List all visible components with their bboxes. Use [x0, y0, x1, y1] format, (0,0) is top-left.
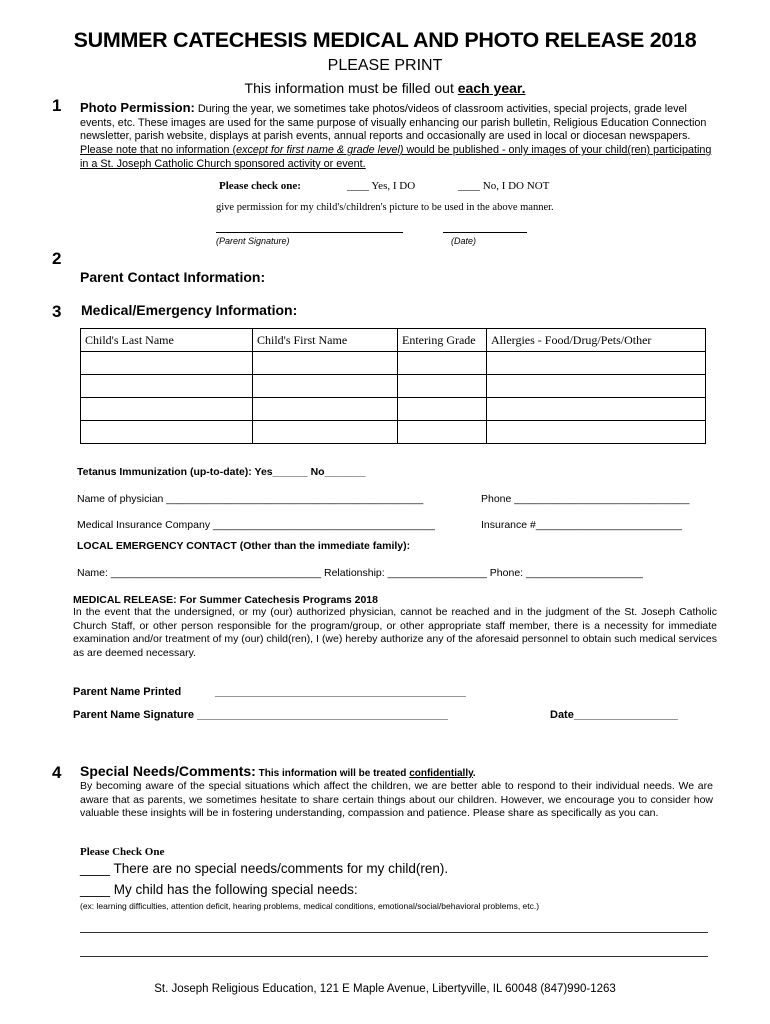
special-needs-line-1[interactable] — [80, 932, 708, 933]
table-header-row — [81, 329, 706, 352]
children-table — [80, 328, 706, 444]
photo-no-option[interactable]: ____ No, I DO NOT — [458, 180, 550, 192]
no-special-needs-option[interactable]: ____ There are no special needs/comments for my child(ren). — [80, 861, 449, 876]
header-grade: Entering Grade — [398, 329, 487, 352]
cell-first-name[interactable] — [253, 398, 398, 421]
parent-signature-line[interactable] — [216, 232, 403, 233]
special-needs-check-label: Please Check One — [80, 846, 165, 858]
has-special-needs-option[interactable]: ____ My child has the following special needs: — [80, 882, 358, 897]
page-title: SUMMER CATECHESIS MEDICAL AND PHOTO RELEASE 2018 — [73, 28, 697, 52]
cell-last-name[interactable] — [81, 375, 253, 398]
table-row — [81, 398, 706, 421]
special-needs-body: By becoming aware of the special situations which affect the children, we are better able to respond to their individual needs. We are aware that as parents, we sometimes hesitate to share certain things about our children. However, we encourage you to consider how valuable these insights will be in fostering understanding, compassion and patience. Please share as specifically as you can. — [80, 780, 713, 819]
cell-allergies[interactable] — [487, 421, 706, 444]
cell-last-name[interactable] — [81, 421, 253, 444]
section-1-number: 1 — [52, 96, 62, 115]
cell-first-name[interactable] — [253, 421, 398, 444]
parent-name-printed-label: Parent Name Printed — [73, 686, 182, 698]
medical-release-text: In the event that the undersigned, or my (our) authorized physician, cannot be reached and in the judgment of the St. Joseph Catholic Church Staff, or other person responsible for the program/group, or other appropriate staff member, there is a necessity for immediate examination and/or treatment of my (our) child(ren), I (we) hereby authorize any of the aforesaid personnel to obtain such medical services as are deemed necessary. — [73, 606, 717, 659]
cell-first-name[interactable] — [253, 352, 398, 375]
physician-phone-field[interactable]: Phone ______________________________ — [481, 493, 690, 505]
photo-permission-text: Photo Permission: During the year, we sometimes take photos/videos of classroom activities, special projects, grade level events, etc. These images are used for the same purpose of visually enhancing our parish bulletin, Religious Education Connection newsletter, parish website, displays at parish events, annual reports and occasionally are used in local or diocesan newspapers. Please note that no information (except for first name & grade level) would be published - only images of your child(ren) participating in a St. Joseph Catholic Church sponsored activity or event. — [80, 100, 712, 170]
yearly-notice: This information must be filled out each year. — [244, 80, 526, 96]
cell-last-name[interactable] — [81, 352, 253, 375]
table-row — [81, 421, 706, 444]
table-row — [81, 352, 706, 375]
photo-yes-option[interactable]: ____ Yes, I DO — [347, 180, 416, 192]
please-print: PLEASE PRINT — [327, 57, 443, 74]
header-allergies: Allergies - Food/Drug/Pets/Other — [487, 329, 706, 352]
cell-grade[interactable] — [398, 398, 487, 421]
cell-grade[interactable] — [398, 421, 487, 444]
tetanus-field[interactable]: Tetanus Immunization (up-to-date): Yes______ No_______ — [77, 466, 366, 478]
special-needs-line-2[interactable] — [80, 956, 708, 957]
signature-date-field[interactable]: Date_________________ — [550, 709, 678, 721]
insurance-company-field[interactable]: Medical Insurance Company ______________________________________ — [77, 519, 435, 531]
insurance-number-field[interactable]: Insurance #_________________________ — [481, 519, 682, 531]
medical-release-heading: MEDICAL RELEASE: For Summer Catechesis Programs 2018 — [73, 594, 378, 606]
footer-address: St. Joseph Religious Education, 121 E Maple Avenue, Libertyville, IL 60048 (847)990-1263 — [154, 983, 616, 995]
special-needs-heading: Special Needs/Comments: This information will be treated confidentially. — [80, 763, 476, 779]
section-4-number: 4 — [52, 763, 62, 782]
cell-allergies[interactable] — [487, 398, 706, 421]
date-line[interactable] — [443, 232, 527, 233]
parent-contact-heading: Parent Contact Information: — [80, 269, 266, 285]
header-last-name: Child's Last Name — [81, 329, 253, 352]
parent-signature-caption: (Parent Signature) — [216, 236, 290, 246]
cell-allergies[interactable] — [487, 375, 706, 398]
physician-field[interactable]: Name of physician ____________________________________________ — [77, 493, 424, 505]
cell-allergies[interactable] — [487, 352, 706, 375]
cell-grade[interactable] — [398, 352, 487, 375]
parent-signature-field[interactable]: Parent Name Signature _________________________________________ — [73, 709, 448, 721]
emergency-contact-fields[interactable]: Name: ____________________________________ Relationship: _________________ Phone: ____________________ — [77, 567, 643, 579]
check-one-label: Please check one: — [219, 180, 301, 192]
permission-statement: give permission for my child's/children's picture to be used in the above manner. — [216, 202, 554, 213]
date-caption: (Date) — [451, 236, 477, 246]
medical-heading: Medical/Emergency Information: — [81, 302, 298, 318]
cell-last-name[interactable] — [81, 398, 253, 421]
cell-first-name[interactable] — [253, 375, 398, 398]
parent-name-printed-line[interactable]: _________________________________________ — [215, 686, 466, 698]
header-first-name: Child's First Name — [253, 329, 398, 352]
emergency-contact-heading: LOCAL EMERGENCY CONTACT (Other than the immediate family): — [77, 540, 411, 552]
section-2-number: 2 — [52, 249, 62, 268]
section-3-number: 3 — [52, 302, 62, 321]
special-needs-examples: (ex: learning difficulties, attention deficit, hearing problems, medical conditions, emotional/social/behavioral problems, etc.) — [80, 901, 540, 911]
cell-grade[interactable] — [398, 375, 487, 398]
table-row — [81, 375, 706, 398]
